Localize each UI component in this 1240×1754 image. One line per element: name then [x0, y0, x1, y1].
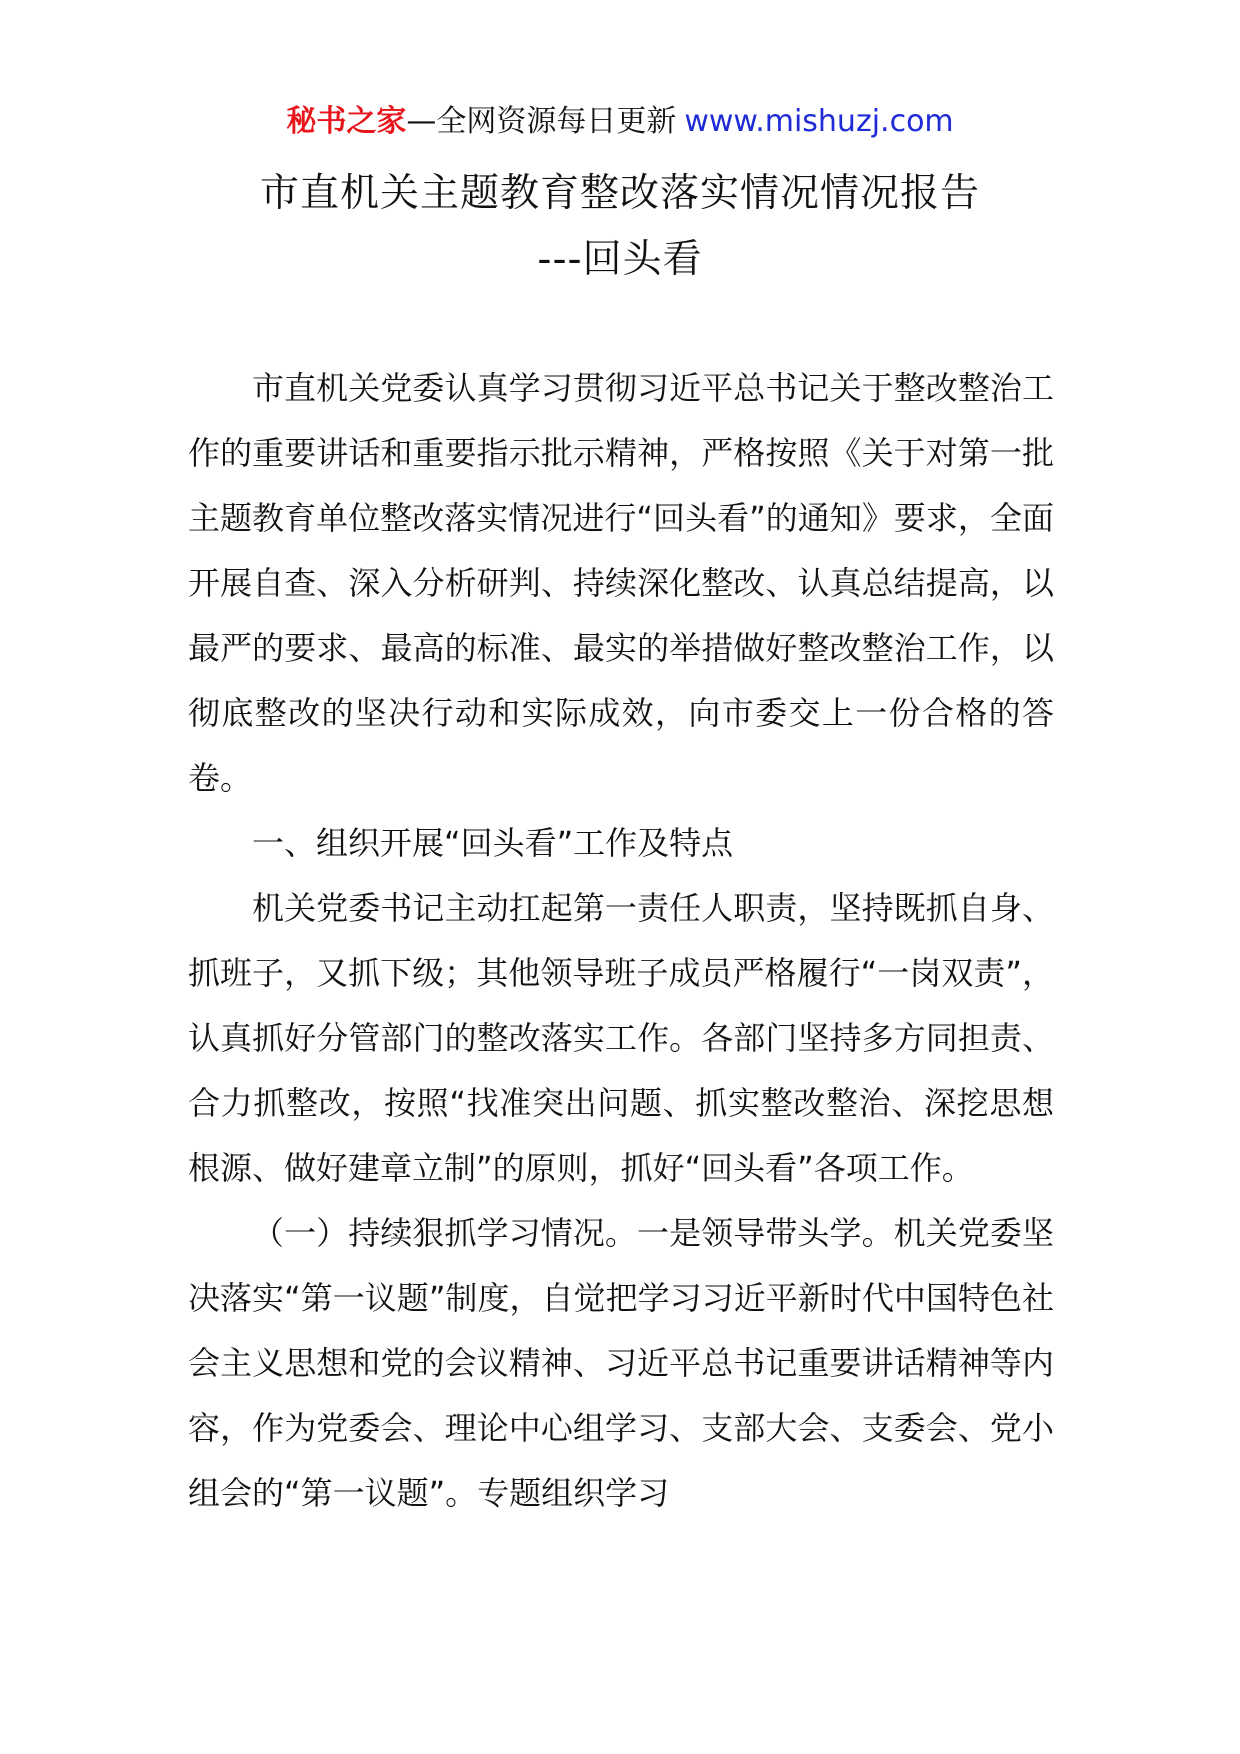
- paragraph-study: （一）持续狠抓学习情况。一是领导带头学。机关党委坚决落实“第一议题”制度，自觉把学习习近平新时代中国特色社会主义思想和党的会议精神、习近平总书记重要讲话精神等内容，作为党委会、理论中心组学习、支部大会、支委会、党小组会的“第一议题”。专题组织学习: [188, 1214, 1054, 1512]
- document-body: [188, 356, 1054, 1526]
- paragraph-intro: 市直机关党委认真学习贯彻习近平总书记关于整改整治工作的重要讲话和重要指示批示精神，严格按照《关于对第一批主题教育单位整改落实情况进行“回头看”的通知》要求，全面开展自查、深入分析研判、持续深化整改、认真总结提高，以最严的要求、最高的标准、最实的举措做好整改整治工作，以彻底整改的坚决行动和实际成效，向市委交上一份合格的答卷。: [188, 369, 1054, 797]
- header-tagline: —全网资源每日更新: [406, 104, 677, 139]
- paragraph-responsibility: 机关党委书记主动扛起第一责任人职责，坚持既抓自身、抓班子，又抓下级；其他领导班子成员严格履行“一岗双责”，认真抓好分管部门的整改落实工作。各部门坚持多方同担责、合力抓整改，按照“找准突出问题、抓实整改整治、深挖思想根源、做好建章立制”的原则，抓好“回头看”各项工作。: [188, 889, 1054, 1187]
- brand-name: 秘书之家: [286, 104, 407, 139]
- document-title: 市直机关主题教育整改落实情况情况报告: [259, 171, 980, 216]
- document-subtitle: ---回头看: [537, 237, 703, 282]
- site-header: [0, 100, 1240, 144]
- section-heading: 一、组织开展“回头看”工作及特点: [252, 824, 734, 862]
- site-url-link[interactable]: www.mishuzj.com: [684, 104, 954, 139]
